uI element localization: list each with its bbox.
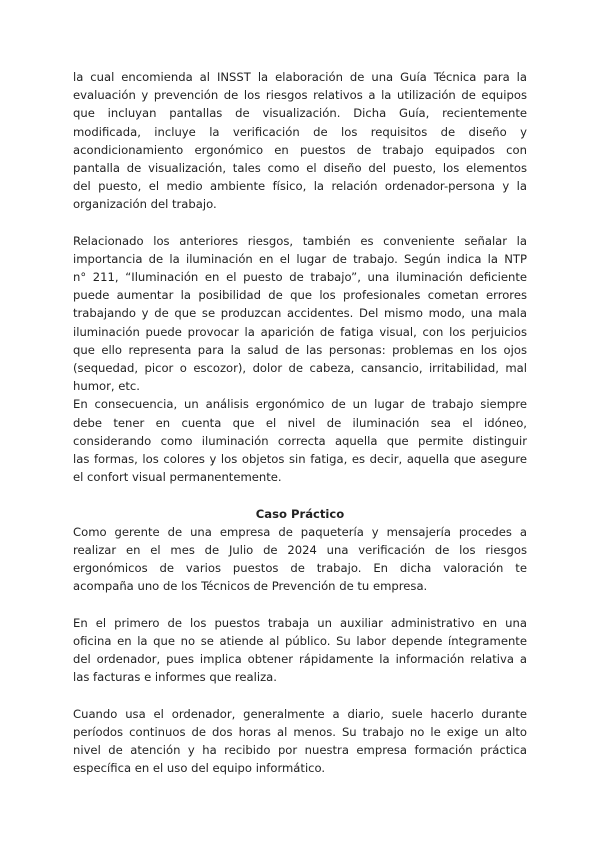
text-line: n° 211, “Iluminación en el puesto de trabajo”, una iluminación deficiente [73,270,527,285]
section-title: Caso Práctico [255,506,345,521]
text-line: Como gerente de una empresa de paquetería y mensajería procedes a [73,524,527,539]
text-line: En el primero de los puestos trabaja un auxiliar administrativo en una [73,615,527,630]
text-line: nivel de atención y ha recibido por nuestra empresa formación práctica [73,742,527,757]
case-section [73,523,527,778]
text-line: debe tener en cuenta que el nivel de iluminación sea el idóneo, [73,415,527,430]
text-line: el confort visual permanentemente. [73,470,282,485]
text-line: que incluyan pantallas de visualización. Dicha Guía, recientemente [73,106,527,121]
text-line: oficina en la que no se atiende al público. Su labor depende íntegramente [73,633,527,648]
text-line: (sequedad, picor o escozor), dolor de cabeza, cansancio, irritabilidad, mal [73,361,527,375]
text-line: la cual encomienda al INSST la elaboración de una Guía Técnica para la [73,70,527,84]
paragraph-gap [73,486,527,504]
text-line: que ello representa para la salud de las personas: problemas en los ojos [73,342,527,357]
text-line: específica en el uso del equipo informático. [73,761,326,776]
text-line: las facturas e informes que realiza. [73,670,277,685]
text-line: del ordenador, pues implica obtener rápidamente la información relativa a [73,652,527,666]
text-line: organización del trabajo. [73,197,217,212]
text-line: ergonómicos de varios puestos de trabajo. En dicha valoración te [73,561,527,576]
case-paragraph [73,523,527,596]
case-paragraph [73,614,527,687]
text-line: humor, etc. [73,379,140,394]
intro-section [73,68,527,505]
text-line: puede aumentar la posibilidad de que los profesionales cometan errores [73,288,527,303]
case-paragraph [73,705,527,778]
text-line: las formas, los colores y los objetos sin fatiga, es decir, aquella que asegure [73,451,527,466]
text-line: iluminación puede provocar la aparición de fatiga visual, con los perjuicios [73,324,527,339]
text-line: En consecuencia, un análisis ergonómico de un lugar de trabajo siempre [73,397,527,412]
paragraph-gap [73,595,527,613]
body-paragraph [73,68,527,214]
text-line: evaluación y prevención de los riesgos relativos a la utilización de equipos [73,88,527,103]
text-line: acompaña uno de los Técnicos de Prevención de tu empresa. [73,579,428,594]
text-line: trabajando y de que se produzcan accidentes. Del mismo modo, una mala [73,306,527,321]
text-line: Relacionado los anteriores riesgos, también es conveniente señalar la [73,233,527,248]
body-paragraph [73,395,527,486]
text-line: considerando como iluminación correcta aquella que permite distinguir [73,433,527,448]
text-line: realizar en el mes de Julio de 2024 una verificación de los riesgos [73,542,527,557]
text-line: pantalla de visualización, tales como el diseño del puesto, los elementos [73,160,527,175]
text-line: importancia de la iluminación en el lugar de trabajo. Según indica la NTP [73,251,527,266]
paragraph-gap [73,214,527,232]
text-line: períodos continuos de dos horas al menos. Su trabajo no le exige un alto [73,724,527,739]
text-line: acondicionamiento ergonómico en puestos de trabajo equipados con [73,142,527,157]
paragraph-gap [73,686,527,704]
body-paragraph [73,232,527,396]
text-line: modificada, incluye la verificación de los requisitos de diseño y [73,124,527,139]
text-line: del puesto, el medio ambiente físico, la relación ordenador-persona y la [73,179,527,194]
text-line: Cuando usa el ordenador, generalmente a diario, suele hacerlo durante [73,706,527,721]
document-page [73,68,527,777]
